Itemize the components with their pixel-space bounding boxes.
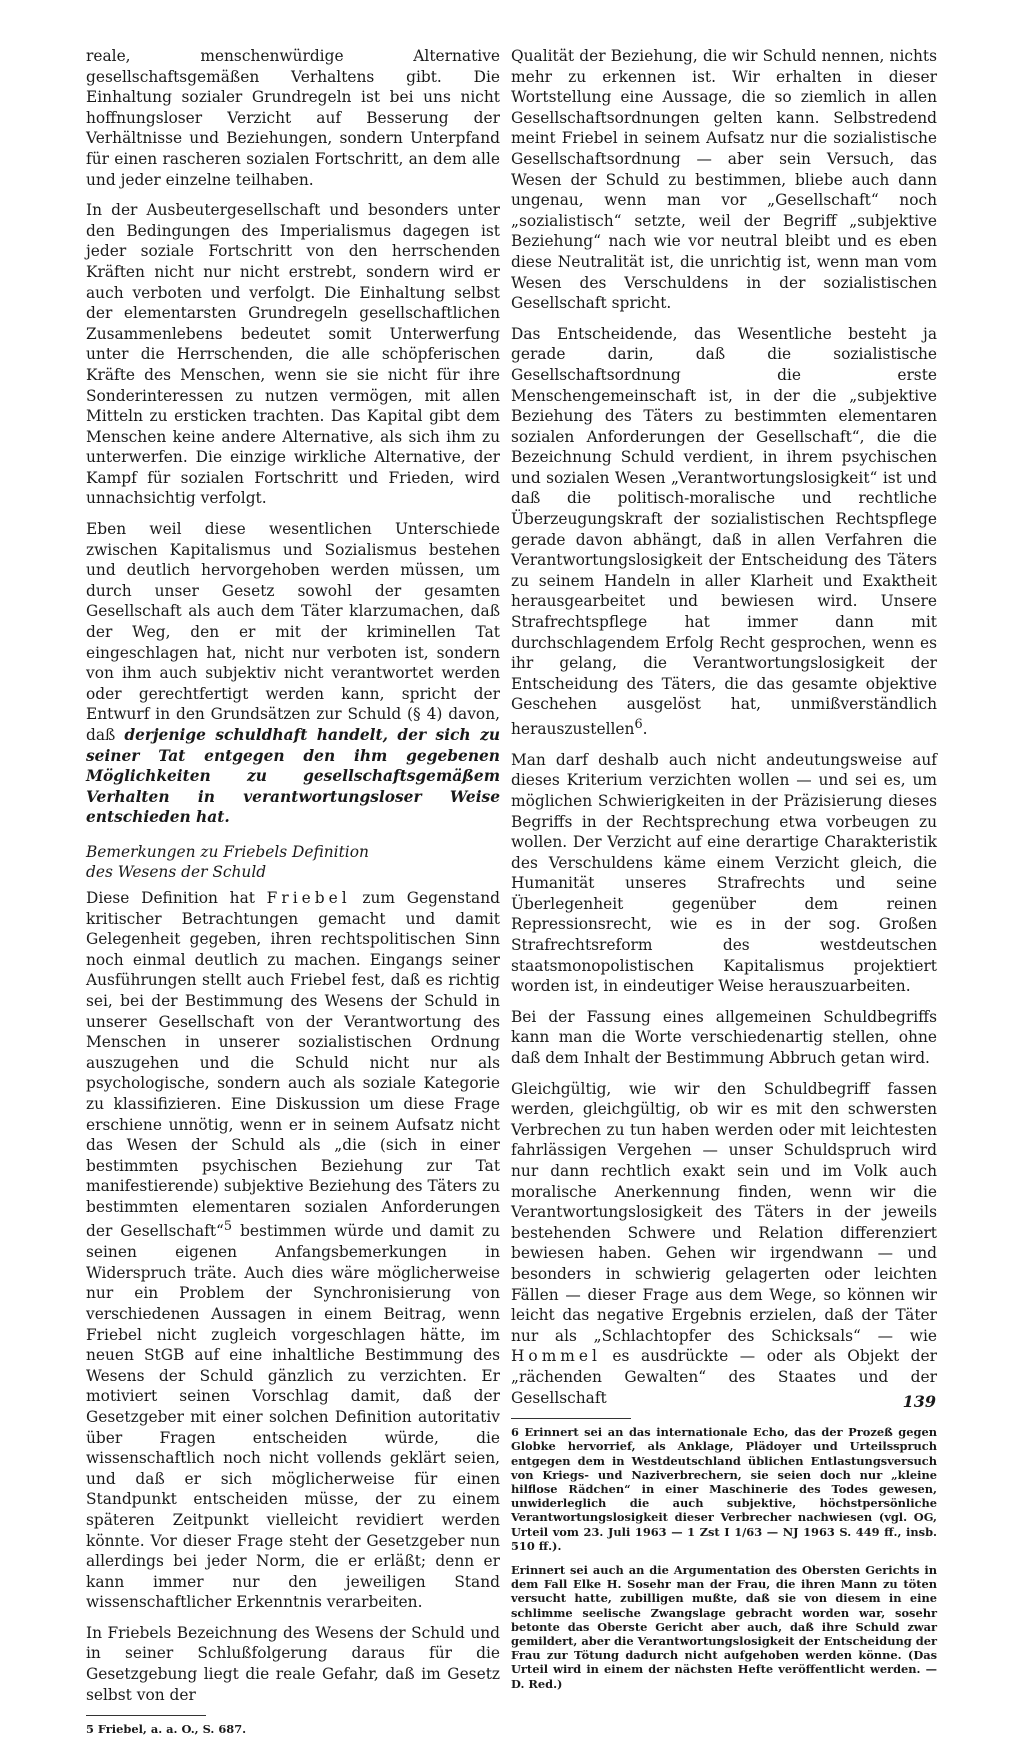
emphasized-definition: derjenige schuldhaft handelt, der sich zu seiner Tat entgegen den ihm gegebenen Möglichkeiten zu gesellschaftsgemäßem Verhalten in verantwortungsloser Weise entschieden hat. bbox=[86, 726, 501, 827]
paragraph-text: . bbox=[642, 720, 648, 739]
left-column bbox=[86, 46, 500, 1746]
footnote-ref: 6 bbox=[634, 717, 643, 732]
paragraph: Man darf deshalb auch nicht andeutungsweise auf dieses Kriterium verzichten wollen — und sei es, um möglichen Schwierigkeiten in der Präzisierung dieses Begriffs in der Rechtsprechung etwa vorbeugen zu wollen. Der Verzicht auf eine derartige Charakteristik des Verschuldens käme einem Verzicht gleich, die Humanität unseres Strafrechts und seine Überlegenheit gegenüber dem reinen Repressionsrecht, wie es in der sog. Großen Strafrechtsreform des westdeutschen staatsmonopolistischen Kapitalismus projektiert worden ist, in eindeutiger Weise herauszuarbeiten. bbox=[511, 750, 937, 996]
paragraph bbox=[511, 1079, 937, 1409]
paragraph: In der Ausbeutergesellschaft und besonders unter den Bedingungen des Imperialismus dagegen ist jeder soziale Fortschritt von den herrschenden Kräften nicht nur nicht erstrebt, sondern wird er auch verboten und verfolgt. Die Einhaltung selbst der elementarsten Grundregeln gesellschaftlichen Zusammenlebens bedeutet somit Unterwerfung unter die Herrschenden, die alle schöpferischen Kräfte des Menschen, wenn sie sie nicht für ihre Sonderinteressen zu nutzen vermögen, mit allen Mitteln zu ersticken trachten. Das Kapital gibt dem Menschen keine andere Alternative, als sich ihm zu unterwerfen. Die einzige wirkliche Alternative, der Kampf für sozialen Fortschritt und Frieden, wird unnachsichtig verfolgt. bbox=[86, 201, 500, 508]
author-name: Hommel bbox=[511, 1347, 601, 1366]
paragraph: In Friebels Bezeichnung des Wesens der Schuld und in seiner Schlußfolgerung daraus für die Gesetzgebung liegt die reale Gefahr, daß im Gesetz selbst von der bbox=[86, 1623, 500, 1704]
section-heading-line: Bemerkungen zu Friebels Definition bbox=[86, 842, 369, 861]
author-name: Friebel bbox=[266, 888, 351, 907]
section-heading-line: des Wesens der Schuld bbox=[86, 862, 267, 881]
paragraph-text: Diese Definition hat bbox=[86, 888, 267, 907]
paragraph: reale, menschenwürdige Alternative gesellschaftsgemäßen Verhaltens gibt. Die Einhaltung sozialer Grundregeln ist bei uns nicht hoffnungsloser Verzicht auf Besserung der Verhältnisse und Beziehungen, sondern Unterpfand für einen rascheren sozialen Fortschritt, an dem alle und jeder einzelne teilhaben. bbox=[86, 47, 500, 189]
footnote: 5 Friebel, a. a. O., S. 687. bbox=[86, 1722, 247, 1737]
paragraph-text: bestimmen würde und damit zu seinen eigenen Anfangsbemerkungen in Widerspruch träte. Auch dies wäre möglicherweise nur ein Problem der Synchronisierung von verschiedenen Aussagen in einem Beitrag, wenn Friebel nicht zugleich vorgeschlagen hätte, im neuen StGB auf eine inhaltliche Bestimmung des Wesens der Schuld gänzlich zu verzichten. Er motiviert seinen Vorschlag damit, daß der Gesetzgeber mit einer solchen Definition autoritativ über Fragen entscheiden würde, die wissenschaftlich noch nicht vollends geklärt seien, und daß er sich möglicherweise für einen Standpunkt entscheiden müsse, der zu einem späteren Zeitpunkt vielleicht revidiert werden könnte. Vor dieser Frage steht der Gesetzgeber nun allerdings bei jeder Norm, die er erläßt; denn er kann immer nur den jeweiligen Stand wissenschaftlicher Erkenntnis verarbeiten. bbox=[86, 1222, 501, 1612]
paragraph bbox=[511, 324, 937, 740]
footnote-divider bbox=[511, 1418, 631, 1419]
page-number: 139 bbox=[902, 1392, 936, 1411]
paragraph-text: Eben weil diese wesentlichen Unterschiede zwischen Kapitalismus und Sozialismus bestehen und deutlich hervorgehoben werden müssen, um durch unser Gesetz sowohl der gesamten Gesellschaft als auch dem Täter klarzumachen, daß der Weg, den er mit der kriminellen Tat eingeschlagen hat, nicht nur verboten ist, sondern von ihm auch subjektiv nicht verantwortet werden oder gerechtfertigt werden kann, spricht der Entwurf in den Grundsätzen zur Schuld (§ 4) davon, daß bbox=[86, 520, 500, 744]
right-column bbox=[511, 46, 937, 1701]
paragraph bbox=[86, 519, 500, 828]
section-heading bbox=[86, 842, 500, 882]
paragraph-text: Das Entscheidende, das Wesentliche besteht ja gerade darin, daß die sozialistische Gesellschaftsordnung die erste Menschengemeinschaft ist, in der die „subjektive Beziehung des Täters zu bestimmten elementaren sozialen Anforderungen der Gesellschaft“, die die Bezeichnung Schuld verdient, in ihrem psychischen und sozialen Wesen „Verantwortungslosigkeit“ ist und daß die politisch-moralische und rechtliche Überzeugungskraft der sozialistischen Rechtspflege gerade davon abhängt, daß in allen Verfahren die Verantwortungslosigkeit der Entscheidung des Täters zu seinem Handeln in aller Klarheit und Exaktheit herausgearbeitet und bewiesen wird. Unsere Strafrechtspflege hat immer dann mit durchschlagendem Erfolg Recht gesprochen, wenn es ihr gelang, die Verantwortungslosigkeit der Entscheidung des Täters, die das gesamte objektive Geschehen ausgelöst hat, unmißverständlich herauszustellen bbox=[511, 324, 937, 739]
footnote-ref: 5 bbox=[223, 1219, 233, 1235]
paragraph-text: es ausdrückte — oder als Objekt der „rächenden Gewalten“ des Staates und der Gesellschaft bbox=[511, 1347, 937, 1407]
paragraph-text: Gleichgültig, wie wir den Schuldbegriff fassen werden, gleichgültig, ob wir es mit den schwersten Verbrechen zu tun haben werden oder mit leichtesten fahrlässigen Vergehen — unser Schuldspruch wird nur dann rechtlich exakt sein und im Volk auch moralische Anerkennung finden, wenn wir die Verantwortungslosigkeit des Täters in der jeweils bestehenden Schwere und Relation differenziert bewiesen haben. Gehen wir irgendwann — und besonders in schwierig gelagerten oder leichten Fällen — dieser Frage aus dem Wege, so können wir leicht das negative Ergebnis erzielen, daß der Täter nur als „Schlachtopfer des Schicksals“ — wie bbox=[511, 1079, 937, 1345]
footnote-divider bbox=[86, 1715, 206, 1716]
paragraph: Bei der Fassung eines allgemeinen Schuldbegriffs kann man die Worte verschiedenartig stellen, ohne daß dem Inhalt der Bestimmung Abbruch getan wird. bbox=[511, 1007, 937, 1068]
paragraph bbox=[86, 888, 500, 1613]
footnote: Erinnert sei auch an die Argumentation des Obersten Gerichts in dem Fall Elke H. Sosehr man der Frau, die ihren Mann zu töten versucht hatte, zubilligen mußte, daß sie von diesem in eine schlimme seelische Zwangslage gebracht worden war, sosehr betonte das Oberste Gericht aber auch, daß ihre Schuld zwar gemildert, aber die Verantwortungslosigkeit der Entscheidung der Frau zur Tötung dadurch nicht aufgehoben werden könne. (Das Urteil wird in einem der nächsten Hefte veröffentlicht werden. — D. Red.) bbox=[511, 1562, 937, 1691]
paragraph: Qualität der Beziehung, die wir Schuld nennen, nichts mehr zu erkennen ist. Wir erhalten in dieser Wortstellung eine Aussage, die so ziemlich in allen Gesellschaftsordnungen gelten kann. Selbstredend meint Friebel in seinem Aufsatz nur die sozialistische Gesellschaftsordnung — aber sein Versuch, das Wesen der Schuld zu bestimmen, bliebe auch dann ungenau, wenn man vor „Gesellschaft“ noch „sozialistisch“ setzte, weil der Begriff „subjektive Beziehung“ nach wie vor neutral bleibt und es eben diese Neutralität ist, die unrichtig ist, wenn man vom Wesen des Verschuldens in der sozialistischen Gesellschaft spricht. bbox=[511, 47, 937, 313]
footnote: 6 Erinnert sei an das internationale Echo, das der Prozeß gegen Globke hervorrief, als Anklage, Plädoyer und Urteilsspruch entgegen dem in Westdeutschland üblichen Entlastungsversuch von Kriegs- und Naziverbrechern, sie seien doch nur „kleine hilflose Rädchen“ in einer Maschinerie des Todes gewesen, unwiderleglich die auch subjektive, höchstpersönliche Verantwortungslosigkeit dieser Verbrecher nachwiesen (vgl. OG, Urteil vom 23. Juli 1963 — 1 Zst I 1/63 — NJ 1963 S. 449 ff., insb. 510 ff.). bbox=[511, 1425, 937, 1553]
paragraph-text: zum Gegenstand kritischer Betrachtungen gemacht und damit Gelegenheit gegeben, ihren rechtspolitischen Sinn noch einmal deutlich zu machen. Eingangs seiner Ausführungen stellt auch Friebel fest, daß es richtig sei, bei der Bestimmung des Wesens der Schuld in unserer Gesellschaft von der Verantwortung des Menschen in unserer sozialistischen Ordnung auszugehen und die Schuld nicht nur als psychologische, sondern auch als soziale Kategorie zu klassifizieren. Eine Diskussion um diese Frage erschiene unnötig, wenn er in seinem Aufsatz nicht das Wesen der Schuld als „die (sich in einer bestimmten psychischen Beziehung zur Tat manifestierende) subjektive Beziehung des Täters zu bestimmten elementaren sozialen Anforderungen der Gesellschaft“ bbox=[86, 888, 500, 1241]
